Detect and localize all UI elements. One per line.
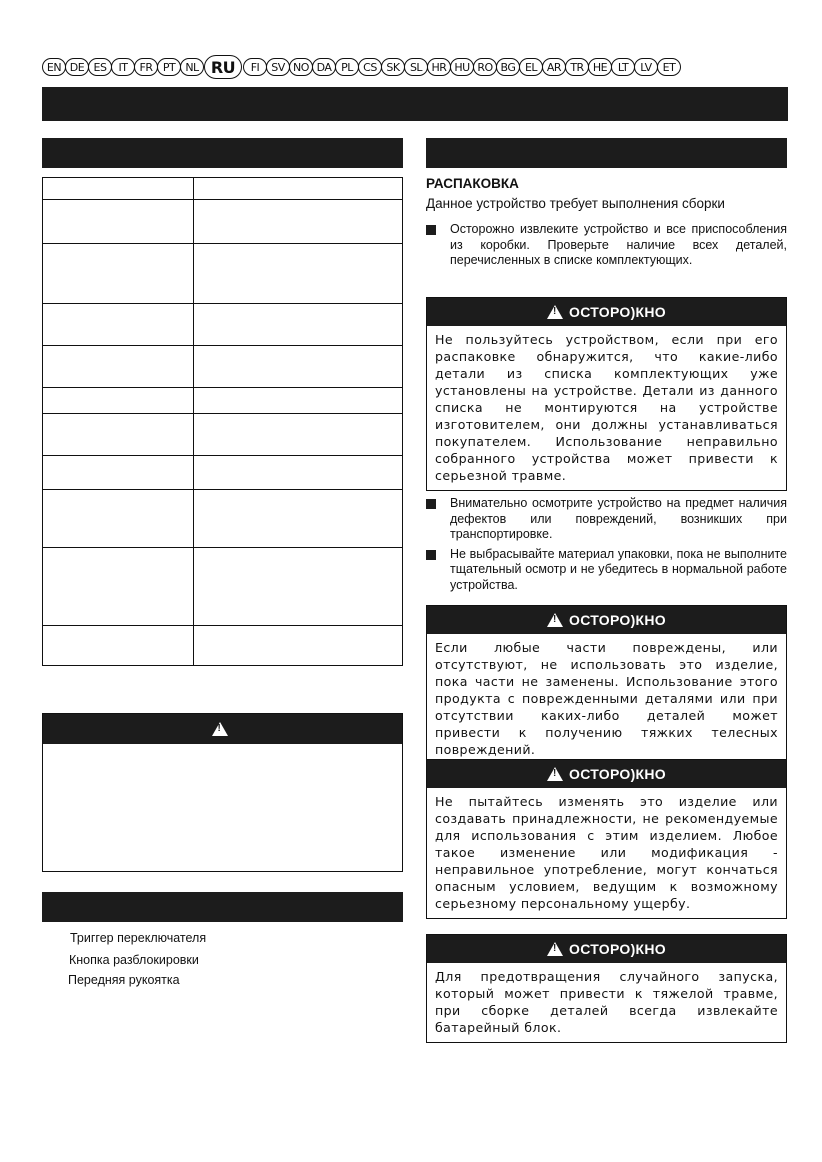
language-tr: TR: [565, 58, 589, 76]
list-item: Внимательно осмотрите устройство на предмет наличия дефектов или повреждений, возникших при транспортировке.: [426, 496, 787, 543]
table-row: [43, 388, 403, 414]
bullet-square-icon: [426, 550, 436, 560]
language-ru: RU: [204, 55, 242, 79]
language-ro: RO: [473, 58, 497, 76]
warning-triangle-icon: [547, 613, 563, 627]
table-cell: [43, 388, 194, 414]
language-sk: SK: [381, 58, 405, 76]
language-no: NO: [289, 58, 313, 76]
table-cell: [194, 178, 403, 200]
warning-box-1: [426, 297, 787, 491]
language-nl: NL: [180, 58, 204, 76]
table-cell: [194, 200, 403, 244]
parts-list: [42, 927, 206, 989]
language-de: DE: [65, 58, 89, 76]
warning-text: Не пытайтесь изменять это изделие или создавать принадлежности, не рекомендуемые для использования с этим изделием. Любое такое изменение или модификация - неправильное употребление, могут кончаться опасным условием, ведущим к возможному серьезному персональному ущербу.: [435, 794, 778, 911]
table-cell: [43, 244, 194, 304]
language-da: DA: [312, 58, 336, 76]
warning-header: ! ОСТОРО)КНО: [427, 606, 786, 634]
table-row: [43, 200, 403, 244]
warning-box-2: [426, 605, 787, 765]
title-bar: [42, 87, 788, 121]
language-ar: AR: [542, 58, 566, 76]
specifications-header-bar: [42, 138, 403, 168]
table-row: [43, 346, 403, 388]
warning-box-3: [426, 759, 787, 919]
table-cell: [194, 456, 403, 490]
warning-text: Для предотвращения случайного запуска, который может привести к тяжелой травме, при сборке деталей всегда извлекайте батарейный блок.: [435, 969, 778, 1035]
unpacking-bullets-1: [426, 222, 787, 273]
language-hu: HU: [450, 58, 474, 76]
language-selector: [42, 55, 782, 79]
assembly-header-bar: [426, 138, 787, 168]
language-sv: SV: [266, 58, 290, 76]
language-bg: BG: [496, 58, 520, 76]
specifications-table: [42, 177, 403, 666]
table-cell: [43, 490, 194, 548]
unpacking-bullets-2: [426, 496, 787, 597]
list-item: Не выбрасывайте материал упаковки, пока не выполните тщательный осмотр и не убедитесь в нормальной работе устройства.: [426, 547, 787, 594]
warning-box-left-header: [43, 714, 402, 744]
table-cell: [43, 304, 194, 346]
list-item: Осторожно извлеките устройство и все приспособления из коробки. Проверьте наличие всех деталей, перечисленных в списке комплектующих.: [426, 222, 787, 269]
table-cell: [194, 626, 403, 666]
table-cell: [43, 626, 194, 666]
warning-header: ! ОСТОРО)КНО: [427, 298, 786, 326]
language-sl: SL: [404, 58, 428, 76]
language-he: HE: [588, 58, 612, 76]
warning-text: Не пользуйтесь устройством, если при его распаковке обнаружится, что какие-либо детали из списка комплектующих уже установлены на устройстве. Детали из данного списка не монтируются на устройстве изготовителем, они должны устанавливаться покупателем. Использование неправильно собранного устройства может привести к серьезной травме.: [435, 332, 778, 483]
bullet-square-icon: [426, 499, 436, 509]
language-fr: FR: [134, 58, 158, 76]
table-cell: [194, 244, 403, 304]
language-pl: PL: [335, 58, 359, 76]
language-lv: LV: [634, 58, 658, 76]
language-fi: FI: [243, 58, 267, 76]
bullet-square-icon: [426, 225, 436, 235]
table-cell: [194, 304, 403, 346]
language-et: ET: [657, 58, 681, 76]
warning-triangle-icon: [547, 767, 563, 781]
language-en: EN: [42, 58, 66, 76]
table-row: [43, 414, 403, 456]
table-row: [43, 456, 403, 490]
table-cell: [43, 200, 194, 244]
table-cell: [194, 388, 403, 414]
table-cell: [194, 490, 403, 548]
warning-triangle-icon: [212, 722, 228, 736]
warning-header: ! ОСТОРО)КНО: [427, 760, 786, 788]
unpacking-subtitle: Данное устройство требует выполнения сборки: [426, 196, 725, 211]
language-cs: CS: [358, 58, 382, 76]
table-cell: [43, 456, 194, 490]
table-row: [43, 626, 403, 666]
language-pt: PT: [157, 58, 181, 76]
language-lt: LT: [611, 58, 635, 76]
parts-header-bar: [42, 892, 403, 922]
table-row: [43, 490, 403, 548]
warning-triangle-icon: [547, 942, 563, 956]
unpacking-title: РАСПАКОВКА: [426, 176, 519, 191]
warning-box-4: [426, 934, 787, 1043]
table-cell: [43, 346, 194, 388]
part-item: Триггер переключателя: [70, 931, 207, 945]
table-row: [43, 304, 403, 346]
table-cell: [194, 346, 403, 388]
table-cell: [43, 178, 194, 200]
language-hr: HR: [427, 58, 451, 76]
table-cell: [43, 414, 194, 456]
table-cell: [43, 548, 194, 626]
warning-triangle-icon: [547, 305, 563, 319]
table-cell: [194, 414, 403, 456]
table-row: [43, 178, 403, 200]
part-item: Кнопка разблокировки: [69, 953, 199, 967]
warning-text: Если любые части повреждены, или отсутствуют, не использовать это изделие, пока части не заменены. Использование этого продукта с поврежденными деталями или при отсутствии каких-либо деталей может привести к получению тяжких телесных повреждений.: [435, 640, 778, 757]
language-el: EL: [519, 58, 543, 76]
part-item: Передняя рукоятка: [68, 973, 180, 987]
language-es: ES: [88, 58, 112, 76]
table-row: [43, 244, 403, 304]
table-row: [43, 548, 403, 626]
warning-header: ! ОСТОРО)КНО: [427, 935, 786, 963]
language-it: IT: [111, 58, 135, 76]
warning-box-left: [42, 713, 403, 872]
table-cell: [194, 548, 403, 626]
